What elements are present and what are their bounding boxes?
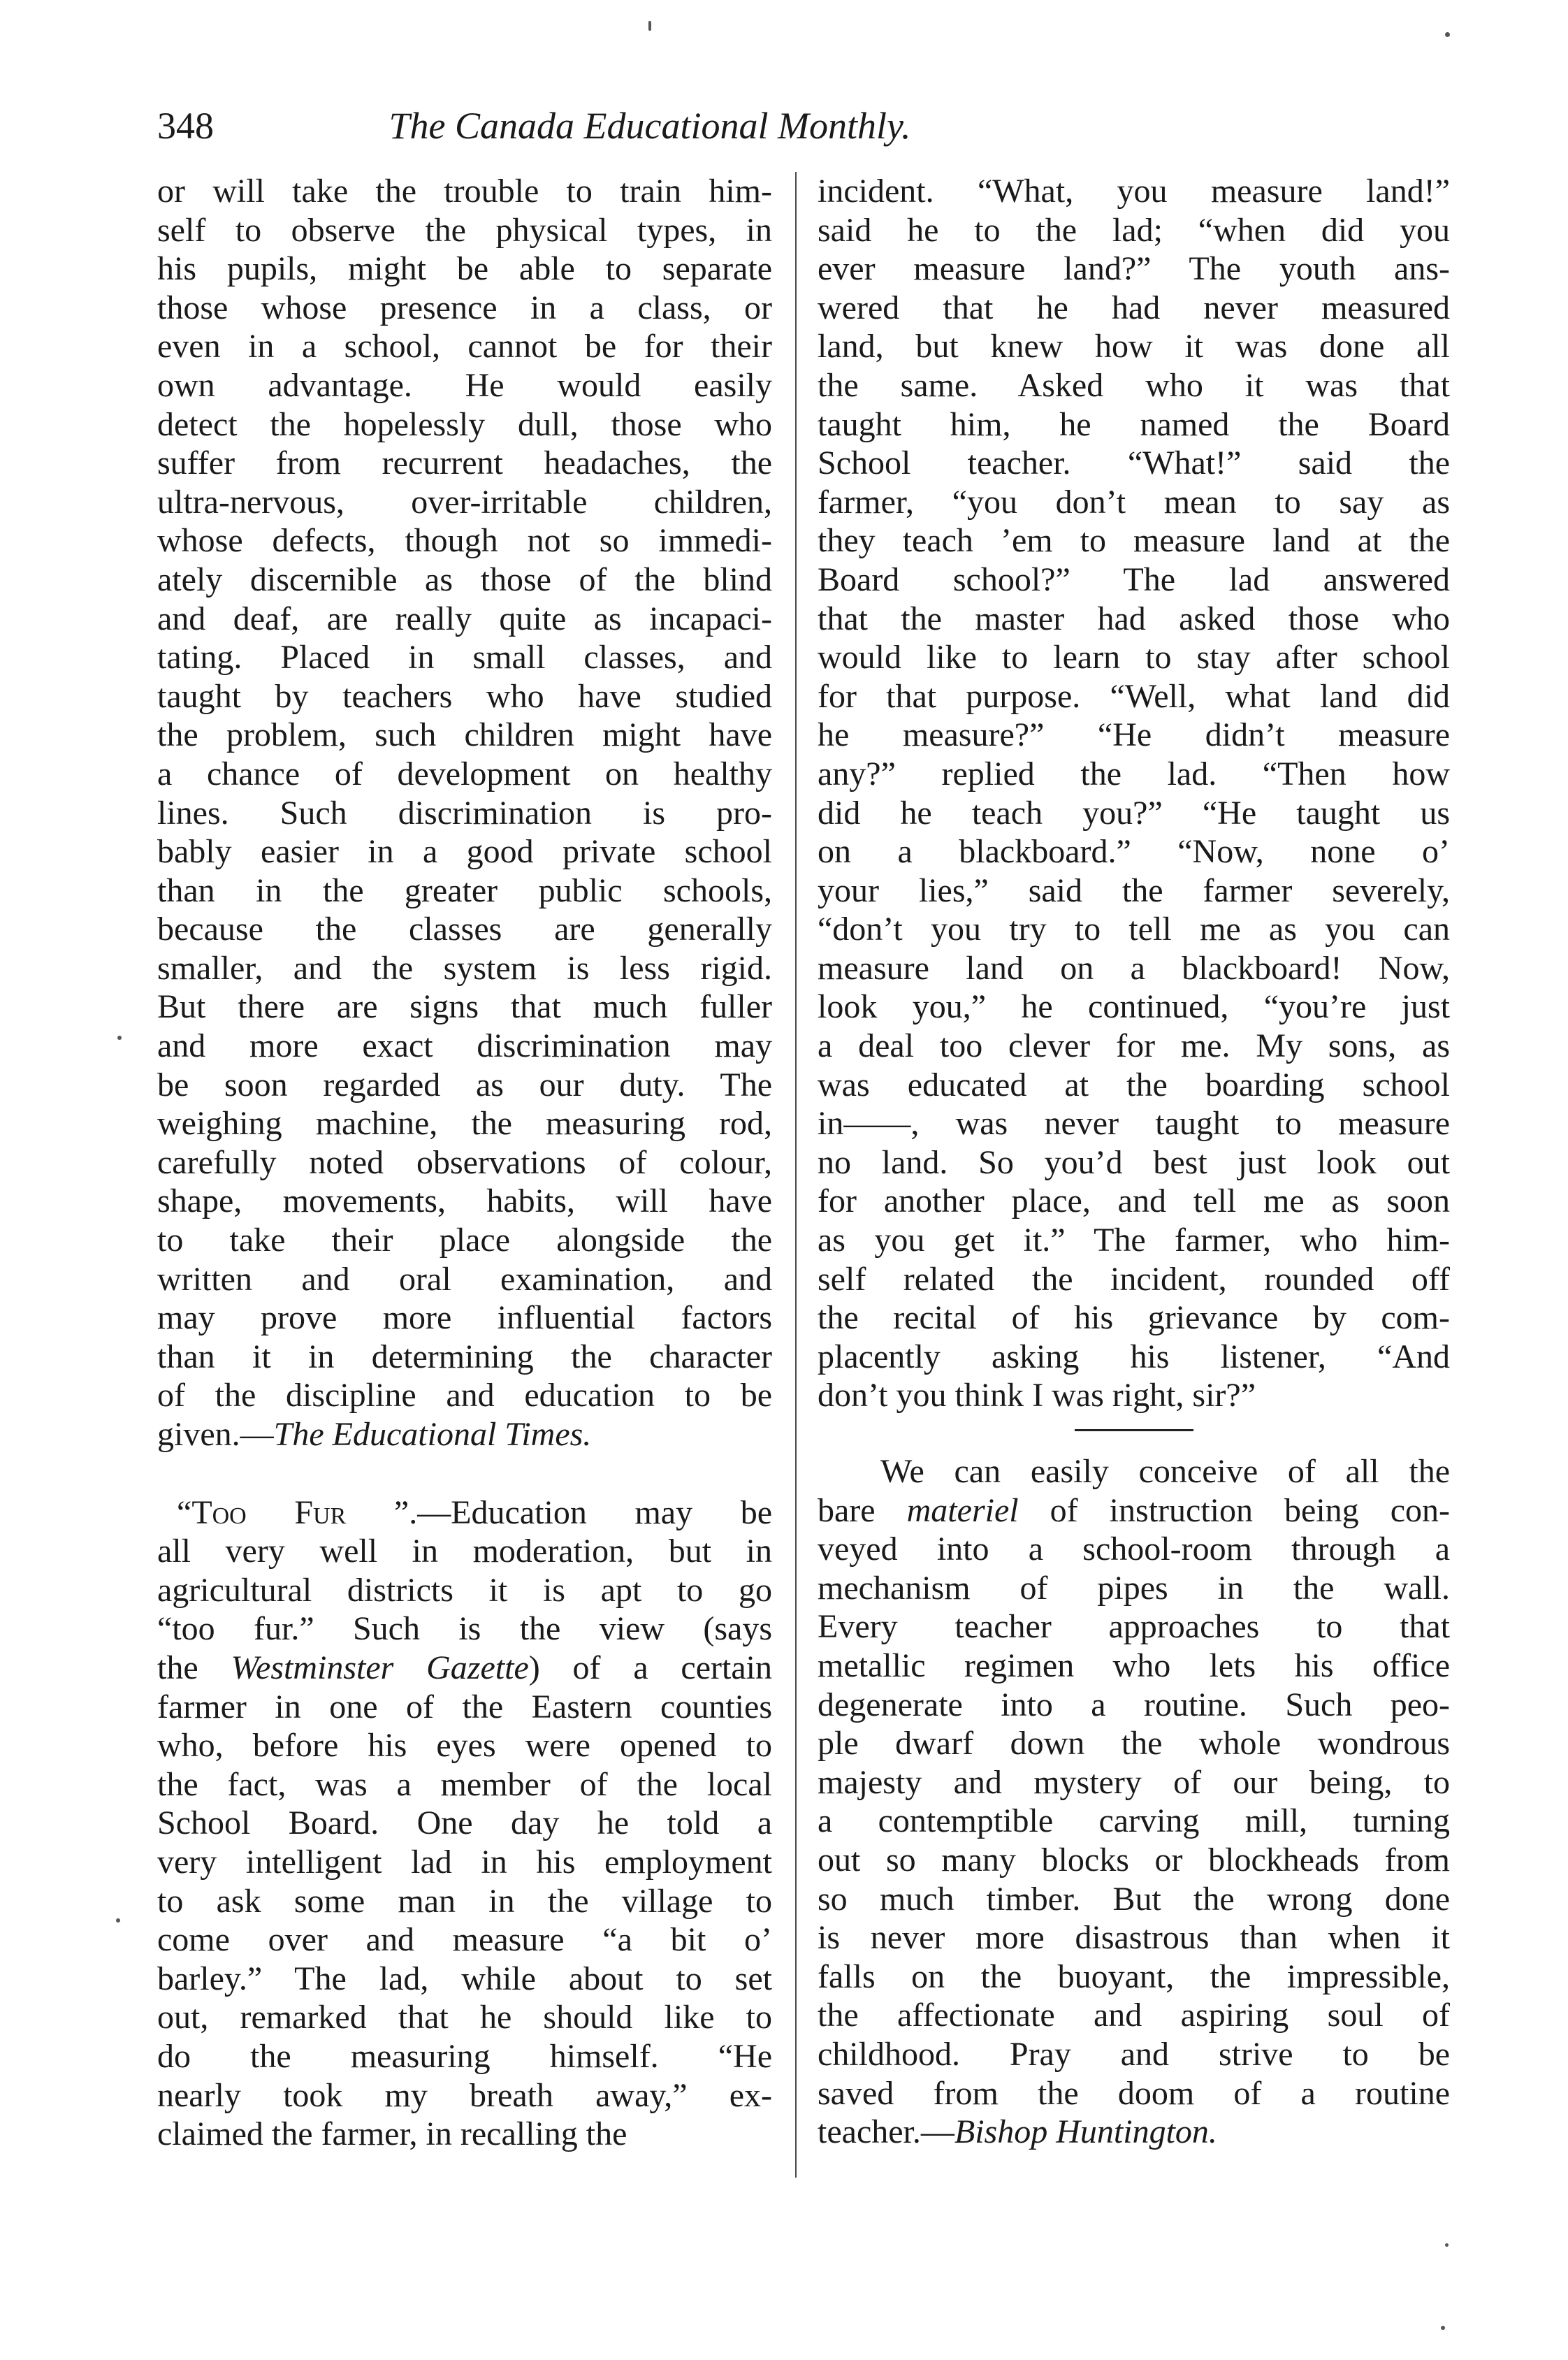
text-line: veyed into a school-room through a: [818, 1530, 1450, 1568]
text-line: who, before his eyes were opened to: [157, 1727, 772, 1765]
text-line: carefully noted observations of colour,: [157, 1143, 772, 1181]
text-line: We can easily conceive of all the: [880, 1453, 1450, 1490]
text-line: look you,” he continued, “you’re just: [818, 988, 1450, 1026]
text-line: very intelligent lad in his employment: [157, 1843, 772, 1881]
text-fragment: of instruction being con-: [1018, 1491, 1450, 1529]
text-line: wered that he had never measured: [818, 289, 1450, 326]
text-line: than it in determining the character: [157, 1338, 772, 1375]
text-line: bably easier in a good private school: [157, 833, 772, 871]
scan-speck: [116, 1918, 120, 1923]
text-line: was educated at the boarding school: [818, 1066, 1450, 1103]
text-line: the recital of his grievance by com-: [818, 1299, 1450, 1337]
text-line: own advantage. He would easily: [157, 366, 772, 404]
text-line: do the measuring himself. “He: [157, 2037, 772, 2075]
text-line: out so many blocks or blockheads from: [818, 1841, 1450, 1878]
text-line: so much timber. But the wrong done: [818, 1880, 1450, 1918]
text-line: land, but knew how it was done all: [818, 328, 1450, 365]
text-line: agricultural districts it is apt to go: [157, 1571, 772, 1609]
text-line: claimed the farmer, in recalling the: [157, 2115, 627, 2153]
text-line: lines. Such discrimination is pro-: [157, 794, 772, 832]
text-line: for that purpose. “Well, what land did: [818, 677, 1450, 715]
text-fragment: ”.—Education may be: [346, 1493, 772, 1531]
text-line: is never more disastrous than when it: [818, 1919, 1450, 1957]
text-fragment: the: [157, 1649, 231, 1686]
text-line: [818, 2113, 1450, 2152]
text-line: because the classes are generally: [157, 911, 772, 948]
text-line: no land. So you’d best just look out: [818, 1143, 1450, 1181]
text-line: metallic regimen who lets his office: [818, 1646, 1450, 1684]
text-line: the fact, was a member of the local: [157, 1765, 772, 1803]
text-line: as you get it.” The farmer, who him-: [818, 1222, 1450, 1259]
text-line: weighing machine, the measuring rod,: [157, 1105, 772, 1143]
text-line: be soon regarded as our duty. The: [157, 1066, 772, 1103]
text-line: a deal too clever for me. My sons, as: [818, 1027, 1450, 1065]
text-line: ultra-nervous, over-irritable children,: [157, 483, 772, 521]
text-line: that the master had asked those who: [818, 600, 1450, 637]
text-line: farmer in one of the Eastern counties: [157, 1688, 772, 1725]
text-line: taught him, he named the Board: [818, 405, 1450, 443]
section-divider-rule: [1075, 1429, 1193, 1431]
text-fragment: given.—: [157, 1416, 274, 1453]
text-line: Board school?” The lad answered: [818, 560, 1450, 598]
text-line: of the discipline and education to be: [157, 1377, 772, 1414]
text-line: saved from the doom of a routine: [818, 2074, 1450, 2112]
text-line: don’t you think I was right, sir?”: [818, 1377, 1256, 1414]
text-line: degenerate into a routine. Such peo-: [818, 1686, 1450, 1723]
running-title: The Canada Educational Monthly.: [389, 105, 911, 147]
text-line: [157, 1493, 772, 1533]
text-line: incident. “What, you measure land!”: [818, 173, 1450, 210]
text-line: to ask some man in the village to: [157, 1882, 772, 1920]
text-line: the affectionate and aspiring soul of: [818, 1997, 1450, 2034]
text-line: self related the incident, rounded off: [818, 1260, 1450, 1298]
text-line: self to observe the physical types, in: [157, 211, 772, 249]
text-fragment: teacher.—: [818, 2113, 954, 2151]
text-line: ately discernible as those of the blind: [157, 560, 772, 598]
source-citation: The Educational Times.: [273, 1416, 592, 1453]
text-line: placently asking his listener, “And: [818, 1338, 1450, 1375]
text-line: his pupils, might be able to separate: [157, 250, 772, 288]
text-line: ple dwarf down the whole wondrous: [818, 1725, 1450, 1762]
text-line: [157, 1415, 772, 1454]
text-line: nearly took my breath away,” ex-: [157, 2076, 772, 2114]
text-line: written and oral examination, and: [157, 1260, 772, 1298]
text-line: majesty and mystery of our being, to: [818, 1763, 1450, 1801]
text-line: measure land on a blackboard! Now,: [818, 949, 1450, 987]
text-line: tating. Placed in small classes, and: [157, 639, 772, 676]
scan-speck: [1441, 2326, 1445, 2330]
text-line: and deaf, are really quite as incapaci-: [157, 600, 772, 637]
text-line: falls on the buoyant, the impressible,: [818, 1957, 1450, 1995]
paragraph-farmer-anecdote: [818, 172, 1450, 1415]
text-line: did he teach you?” “He taught us: [818, 794, 1450, 832]
text-line: he measure?” “He didn’t measure: [818, 716, 1450, 754]
source-citation: Bishop Huntington.: [954, 2113, 1217, 2151]
text-line: your lies,” said the farmer severely,: [818, 871, 1450, 909]
text-line: the problem, such children might have: [157, 716, 772, 754]
text-line: in——, was never taught to measure: [818, 1105, 1450, 1143]
text-fragment: bare: [818, 1491, 907, 1529]
page-header: [157, 98, 1142, 154]
text-line: or will take the trouble to train him-: [157, 173, 772, 210]
text-fragment: “: [177, 1493, 192, 1531]
scan-speck: [1445, 32, 1450, 37]
text-line: out, remarked that he should like to: [157, 1999, 772, 2036]
text-line: and more exact discrimination may: [157, 1027, 772, 1065]
scan-speck: [1445, 2243, 1449, 2247]
text-line: [818, 1491, 1450, 1530]
text-line: mechanism of pipes in the wall.: [818, 1569, 1450, 1607]
text-line: School Board. One day he told a: [157, 1804, 772, 1842]
text-line: they teach ’em to measure land at the: [818, 522, 1450, 560]
text-line: all very well in moderation, but in: [157, 1533, 772, 1570]
left-column: [157, 172, 772, 2154]
paragraph-physical-types: [157, 172, 772, 1454]
text-line: Every teacher approaches to that: [818, 1608, 1450, 1646]
scan-speck: [117, 1036, 122, 1040]
text-line: ever measure land?” The youth ans-: [818, 250, 1450, 288]
text-fragment: ) of a certain: [528, 1649, 772, 1686]
text-line: said he to the lad; “when did you: [818, 211, 1450, 249]
page-number: 348: [157, 105, 214, 147]
section-heading: Too Fur: [191, 1493, 347, 1531]
text-line: may prove more influential factors: [157, 1299, 772, 1337]
text-line: any?” replied the lad. “Then how: [818, 755, 1450, 792]
source-citation: Westminster Gazette: [231, 1649, 529, 1686]
paragraph-too-fur: [157, 1493, 772, 2154]
text-line: School teacher. “What!” said the: [818, 444, 1450, 482]
paragraph-gap: [157, 1454, 772, 1493]
text-line: a chance of development on healthy: [157, 755, 772, 792]
text-line: smaller, and the system is less rigid.: [157, 949, 772, 987]
text-line: barley.” The lad, while about to set: [157, 1960, 772, 1997]
scan-speck: [648, 21, 651, 31]
italic-term: materiel: [906, 1491, 1019, 1529]
right-column: [818, 172, 1450, 2152]
text-line: suffer from recurrent headaches, the: [157, 444, 772, 482]
text-line: [157, 1649, 772, 1688]
text-line: to take their place alongside the: [157, 1222, 772, 1259]
text-line: a contemptible carving mill, turning: [818, 1802, 1450, 1840]
column-divider-rule: [795, 172, 797, 2178]
text-line: taught by teachers who have studied: [157, 677, 772, 715]
text-line: come over and measure “a bit o’: [157, 1921, 772, 1959]
text-line: for another place, and tell me as soon: [818, 1182, 1450, 1220]
text-line: the same. Asked who it was that: [818, 366, 1450, 404]
text-line: on a blackboard.” “Now, none o’: [818, 833, 1450, 871]
text-line: than in the greater public schools,: [157, 871, 772, 909]
text-line: shape, movements, habits, will have: [157, 1182, 772, 1220]
text-line: those whose presence in a class, or: [157, 289, 772, 326]
text-line: whose defects, though not so immedi-: [157, 522, 772, 560]
text-line: “don’t you try to tell me as you can: [818, 911, 1450, 948]
text-line: detect the hopelessly dull, those who: [157, 405, 772, 443]
text-line: would like to learn to stay after school: [818, 639, 1450, 676]
text-line: childhood. Pray and strive to be: [818, 2035, 1450, 2073]
text-line: But there are signs that much fuller: [157, 988, 772, 1026]
text-line: farmer, “you don’t mean to say as: [818, 483, 1450, 521]
paragraph-routine-teacher: [818, 1452, 1450, 2152]
text-line: even in a school, cannot be for their: [157, 328, 772, 365]
text-line: “too fur.” Such is the view (says: [157, 1610, 772, 1648]
